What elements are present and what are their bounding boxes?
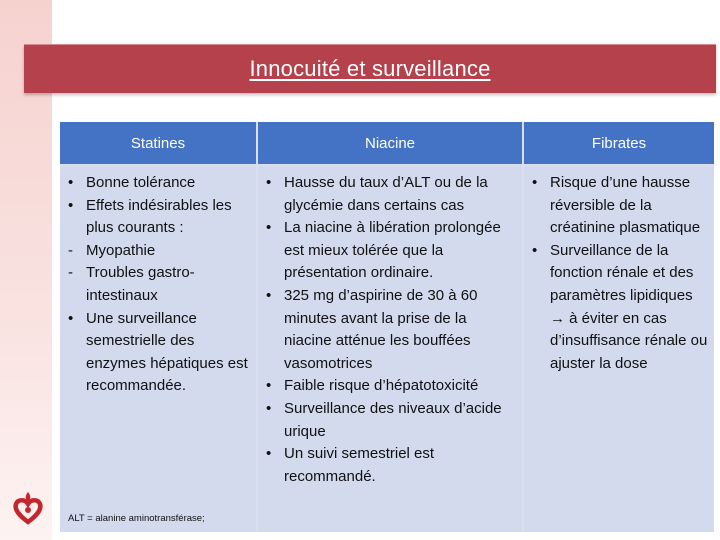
heart-flame-logo-icon [8, 488, 48, 532]
list-item [264, 285, 518, 375]
list-item [264, 217, 518, 285]
bullet-icon: • [266, 219, 272, 237]
list-item [264, 172, 518, 217]
niacine-list [264, 172, 518, 488]
fibrates-list [530, 172, 710, 375]
list-item-text: Bonne tolérance [86, 174, 196, 191]
list-item-text: Effets indésirables les plus courants : [86, 196, 232, 237]
list-item-text: Myopathie [86, 241, 156, 259]
bullet-icon: • [266, 377, 272, 395]
list-item-text: Surveillance de la fonction rénale et des paramètres lipidiques → à éviter en cas d’insuffisance rénale ou ajuster la dose [550, 241, 708, 372]
list-item [66, 195, 252, 240]
bullet-icon: • [68, 174, 74, 191]
list-item [264, 375, 518, 398]
column-body-niacine [258, 166, 522, 532]
list-item [66, 262, 252, 307]
comparison-table [60, 122, 714, 532]
title-banner [24, 44, 716, 93]
list-item-text: Risque d’une hausse réversible de la créatinine plasmatique [550, 174, 701, 237]
bullet-icon: • [266, 399, 272, 417]
list-item-text: Une surveillance semestrielle des enzymes hépatiques est recommandée. [86, 309, 248, 395]
list-item [530, 172, 710, 240]
list-item-text: 325 mg d’aspirine de 30 à 60 minutes avant la prise de la niacine atténue les bouffées vasomotrices [284, 286, 478, 372]
page-title: Innocuité et surveillance [249, 56, 491, 81]
column-body-statines [60, 166, 256, 532]
bullet-icon: • [266, 286, 272, 304]
column-header-statines: Statines [60, 122, 256, 164]
dash-icon: - [68, 241, 73, 259]
bullet-icon: • [68, 196, 74, 214]
statines-list [66, 172, 252, 398]
list-item-text: Hausse du taux d’ALT ou de la glycémie dans certains cas [284, 174, 488, 214]
bullet-icon: • [532, 174, 538, 191]
footnote: ALT = alanine aminotransférase; [68, 513, 205, 524]
bullet-icon: • [68, 309, 74, 327]
list-item [66, 240, 252, 263]
list-item [66, 308, 252, 398]
list-item-text: Faible risque d’hépatotoxicité [284, 377, 479, 395]
bullet-icon: • [266, 174, 272, 191]
bullet-icon: • [266, 445, 272, 463]
bullet-icon: • [532, 241, 538, 259]
dash-icon: - [68, 264, 73, 282]
column-header-fibrates: Fibrates [524, 122, 714, 164]
list-item [264, 443, 518, 488]
column-body-fibrates [524, 166, 714, 532]
list-item-text: La niacine à libération prolongée est mieux tolérée que la présentation ordinaire. [284, 219, 501, 282]
list-item [66, 172, 252, 195]
list-item [264, 398, 518, 443]
list-item-text: Troubles gastro-intestinaux [86, 264, 195, 304]
list-item-text: Surveillance des niveaux d’acide urique [284, 399, 502, 440]
list-item-text: Un suivi semestriel est recommandé. [284, 445, 435, 485]
column-header-niacine: Niacine [258, 122, 522, 164]
list-item [530, 240, 710, 376]
